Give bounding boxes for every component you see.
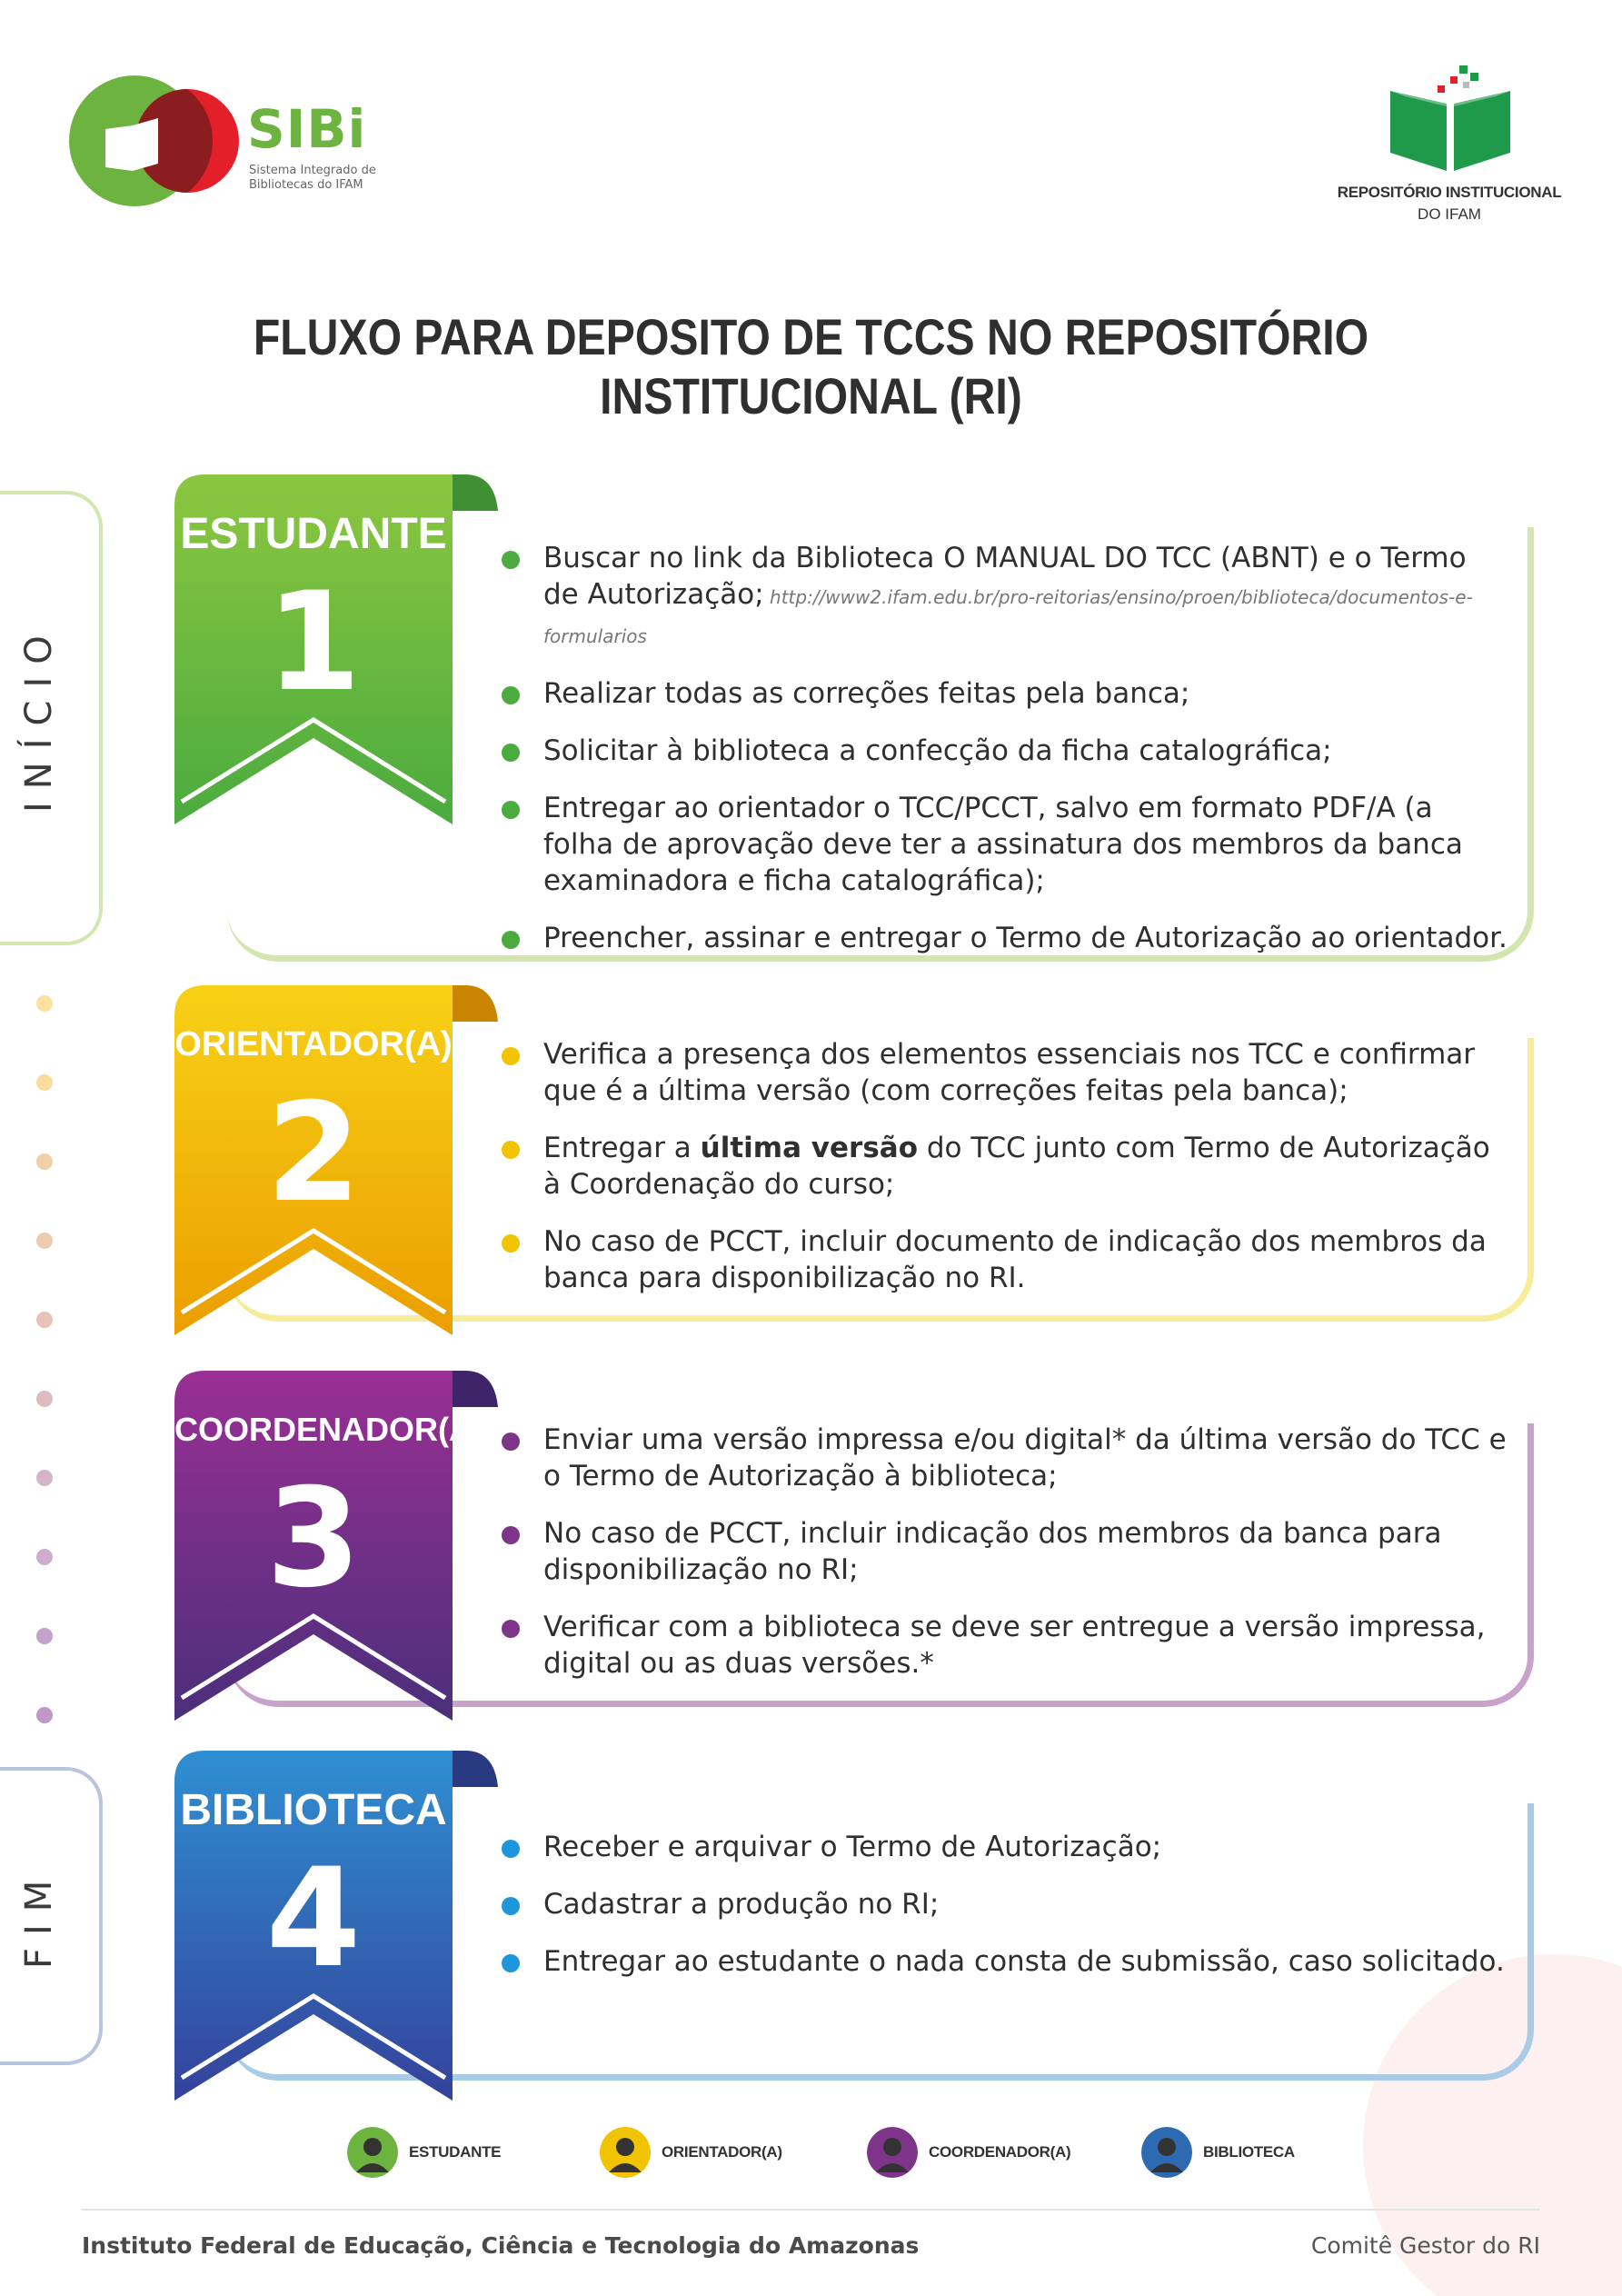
list-item: No caso de PCCT, incluir indicação dos membros da banca para disponibilização no RI; — [502, 1515, 1510, 1588]
person-icon — [600, 2127, 651, 2178]
step-2-number: 2 — [265, 1074, 362, 1233]
page-title: FLUXO PARA DEPOSITO DE TCCS NO REPOSITÓRIO INSTITUCIONAL (RI) — [253, 308, 1369, 424]
flow-dot — [36, 1312, 53, 1328]
footer-committee: Comitê Gestor do RI — [1310, 2232, 1540, 2259]
legend-label: ESTUDANTE — [409, 2143, 502, 2161]
list-item: Enviar uma versão impressa e/ou digital* da última versão do TCC e o Termo de Autorização à biblioteca; — [502, 1422, 1510, 1494]
flow-dot — [36, 1391, 53, 1407]
repositorio-name: REPOSITÓRIO INSTITUCIONAL — [1337, 184, 1562, 201]
step-3-number: 3 — [265, 1460, 362, 1618]
step-4-ribbon — [174, 1751, 453, 2101]
sibi-circles-icon — [69, 73, 242, 209]
list-item: Solicitar à biblioteca a confecção da ficha catalográfica; — [502, 733, 1510, 769]
list-item: Cadastrar a produção no RI; — [502, 1886, 1510, 1922]
flow-dot — [36, 1628, 53, 1644]
open-book-icon — [1387, 64, 1514, 173]
flow-dot — [36, 1153, 53, 1170]
flow-dot — [36, 995, 53, 1012]
repositorio-institution: DO IFAM — [1418, 205, 1481, 223]
start-label: INÍCIO — [18, 623, 60, 814]
step-3-list — [502, 1422, 1510, 1702]
sibi-name: SIBi — [247, 98, 367, 160]
list-item: Preencher, assinar e entregar o Termo de Autorização ao orientador. — [502, 920, 1510, 956]
sibi-subtitle: Sistema Integrado de Bibliotecas do IFAM — [249, 164, 376, 192]
list-item: Entregar ao estudante o nada consta de submissão, caso solicitado. — [502, 1943, 1510, 1980]
person-icon — [867, 2127, 918, 2178]
legend-label: ORIENTADOR(A) — [662, 2143, 782, 2161]
manual-link[interactable]: http://www2.ifam.edu.br/pro-reitorias/ensino/proen/biblioteca/documentos-e-formularios — [543, 586, 1473, 647]
step-4-role: BIBLIOTECA — [180, 1786, 447, 1834]
list-item: Verifica a presença dos elementos essenciais nos TCC e confirmar que é a última versão (com correções feitas pela banca); — [502, 1036, 1510, 1109]
person-icon — [347, 2127, 398, 2178]
list-item: Entregar a última versão do TCC junto com Termo de Autorização à Coordenação do curso; — [502, 1130, 1510, 1203]
step-4-number: 4 — [265, 1840, 362, 1998]
step-1-ribbon — [174, 474, 453, 824]
step-3-ribbon — [174, 1371, 483, 1721]
sibi-logo — [69, 73, 396, 209]
list-item: No caso de PCCT, incluir documento de indicação dos membros da banca para disponibilização no RI. — [502, 1223, 1510, 1296]
footer-divider — [82, 2209, 1540, 2211]
flow-dot — [36, 1549, 53, 1565]
list-item: Entregar ao orientador o TCC/PCCT, salvo em formato PDF/A (a folha de aprovação deve ter a assinatura dos membros da banca examinadora e ficha catalográfica); — [502, 790, 1510, 899]
legend-label: BIBLIOTECA — [1203, 2143, 1295, 2161]
legend-label: COORDENADOR(A) — [929, 2143, 1071, 2161]
flow-dot — [36, 1074, 53, 1091]
step-3-role: COORDENADOR(A) — [174, 1411, 483, 1448]
flow-dot — [36, 1470, 53, 1486]
flow-dot — [36, 1233, 53, 1249]
person-icon — [1141, 2127, 1192, 2178]
end-label: FIM — [18, 1867, 60, 1969]
step-1-role: ESTUDANTE — [180, 510, 447, 558]
step-4-list — [502, 1829, 1510, 2001]
repositorio-logo — [1336, 64, 1563, 236]
step-2-ribbon — [174, 985, 453, 1335]
step-2-list — [502, 1036, 1510, 1317]
step-1-list — [502, 540, 1510, 977]
step-1-number: 1 — [265, 564, 362, 722]
list-item: Receber e arquivar o Termo de Autorização; — [502, 1829, 1510, 1865]
list-item: Realizar todas as correções feitas pela banca; — [502, 675, 1510, 712]
footer-institution: Instituto Federal de Educação, Ciência e Tecnologia do Amazonas — [82, 2232, 920, 2259]
flow-dot — [36, 1707, 53, 1723]
list-item: Verificar com a biblioteca se deve ser entregue a versão impressa, digital ou as duas versões.* — [502, 1609, 1510, 1682]
step-2-role: ORIENTADOR(A) — [174, 1025, 453, 1063]
list-item: Buscar no link da Biblioteca O MANUAL DO TCC (ABNT) e o Termo de Autorização; http://www2.ifam.edu.br/pro-reitorias/ensino/proen/biblioteca/documentos-e-formularios — [502, 540, 1510, 654]
